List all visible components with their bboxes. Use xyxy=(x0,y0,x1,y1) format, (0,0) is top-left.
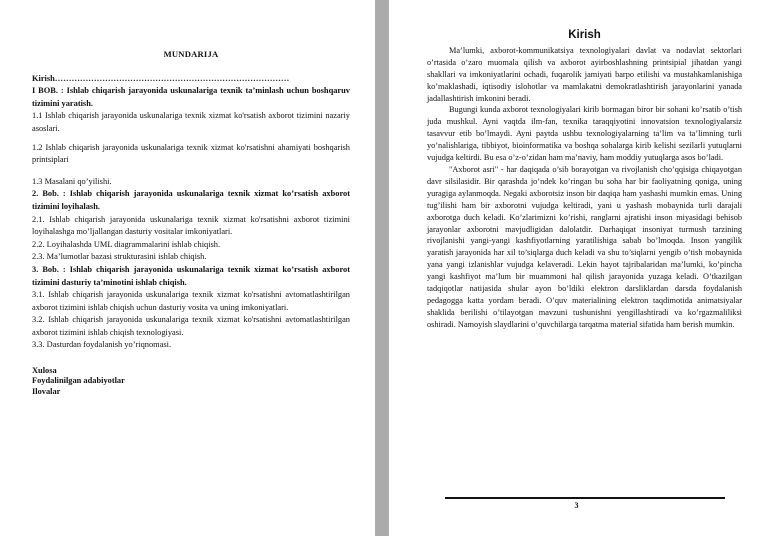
toc-entry: Kirish………………………………………………………………………… xyxy=(32,73,290,83)
section-title: Kirish xyxy=(568,29,601,41)
toc-entry: 2.2. Loyihalashda UML diagrammalarini ishlab chiqish. xyxy=(32,239,221,249)
left-page xyxy=(0,0,375,536)
toc-entry: I BOB. : Ishlab chiqarish jarayonida uskunalariga texnik ta’minlash uchun boshqaruv tizimini yaratish. xyxy=(32,86,350,108)
paragraph: Bugungi kunda axborot texnologiyalari kirib bormagan biror bir sohani ko’rsatib o’tish juda mushkul. Ayni vaqtda ilm-fan, texnika taraqqiyotini innovatsion texnologiyalarsiz tasavvur etib bo’lmaydi. Ayni paytda ushbu texnologiyalarning ta’lim va ta’limning turli yo’nalishlariga, tibbiyot, bioinformatika va boshqa sohalarga kirib kelishi sezilarli yutuqlarni vujudga keltirdi. Bu esa o’z-o’zidan ham ma’naviy, ham moddiy yutuqlarga asos bo’ladi. xyxy=(427,105,742,163)
toc-entry: 2. Bob. : Ishlab chiqarish jarayonida uskunalariga texnik xizmat ko’rsatish axborot tizimini loyihalash. xyxy=(32,189,350,211)
toc-end-item: Ilovalar xyxy=(32,386,61,396)
paragraph: Ma’lumki, axborot-kommunikatsiya texnologiyalari davlat va nodavlat sektorlari o’rtasida o’zaro muomala qilish va axborot ayirboshlashning printsipial jihatdan yangi shakllari va imkoniyatlarini ochadi, fuqarolik jamiyati barpo etilishi va mustahkamlanishiga ko’maklashadi, iqtisodiy islohotlar va mamlakatni demokratlashtirish jarayonlarini yanada jadallashtirish imkonini beradi. xyxy=(427,45,742,103)
toc-entry: 1.3 Masalani qo’yilishi. xyxy=(32,176,112,186)
toc-end-item: Foydalinilgan adabiyotlar xyxy=(32,376,125,386)
page-number: 3 xyxy=(574,501,579,510)
table-of-contents xyxy=(32,48,350,397)
toc-entry: 1.2 Ishlab chiqarish jarayonida uskunalariga texnik xizmat ko'rsatishni ahamiyati boshqarish printsiplari xyxy=(32,142,350,165)
toc-entry: 3.2. Ishlab chiqarish jarayonida uskunalariga texnik xizmat ko'rsatishni avtomatlashtirilgan axborot tizimini ishlab chiqish texnologiyasi. xyxy=(32,315,350,337)
paragraph: "Axborot asri" - har daqiqada o’sib borayotgan va rivojlanish cho’qqisiga chiqayotgan davr silsilasidir. Bir qarashda jo’ndek ko’ringan bu soha har bir faoliyatning qoniga, uning yuragiga aylanmoqda. Negaki axborotsiz inson bir daqiqa ham yashashi mumkin emas. Uning tug’ilishi ham bir axborotni vujudga keltiradi, yani u yashash mobaynida turli darajali axborotga duch keladi. Ko’zlarimizni ko’rishi, ranglarni ajratishi inson miyasidagi behisob jarayonlar axborotni mavjudligidan dalolatdir. Darhaqiqat insoniyat turmush tarzining rivojlanishi yangi-yangi kashfiyotlarning yaratilishiga sabab bo’lmoqda. Inson yangilik yaratish jarayonida har xil to’siqlarga duch keladi va shu to’siqlarni yengib o’tish mobaynida yana yangi izlanishlar vujudga kelaveradi. Lekin hayot tajribalaridan ma’lumki, ko’pincha yangi kashfiyot ma’lum bir muammoni hal qilish jarayonida yuzaga keladi. O’tkazilgan tadqiqotlar natijasida shular ayon bo’ldiki elektron darsliklardan darsda foydalanish pedagogga katta yordam beradi. O’quv materialining elektron taqdimotida animatsiyalar shaklida berilishi o’tilayotgan mavzuni tushunishni yengillashtiradi va ko’rgazmaliliksi oshiradi. Namoyish slaydlarini o’quvchilarga tarqatma material sifatida ham berish mumkin. xyxy=(427,164,742,329)
toc-end-items xyxy=(32,366,350,397)
toc-entry: 2.1. Ishlab chiqarish jarayonida uskunalariga texnik xizmat ko'rsatishni axborot tizimini loyihalashga mo’ljallangan dasturiy vositalar imkoniyatlari. xyxy=(32,214,350,237)
toc-entry: 2.3. Ma’lumotlar bazasi strukturasini ishlab chiqish. xyxy=(32,252,207,262)
right-page xyxy=(389,0,764,536)
toc-title: MUNDARIJA xyxy=(163,49,219,59)
toc-entry: 3.1. Ishlab chiqarish jarayonida uskunalariga texnik xizmat ko'rsatishni avtomatlashtirilgan axborot tizimini ishlab chiqish uchun dasturiy vosita va uning imkoniyatlari. xyxy=(32,290,350,312)
introduction-section xyxy=(427,30,742,331)
footer-divider xyxy=(445,497,725,499)
toc-list xyxy=(32,73,350,352)
toc-entry: 3. Bob. : Ishlab chiqarish jarayonida uskunalariga texnik xizmat ko’rsatish axborot tizimini dasturiy ta’minotini ishlab chiqish. xyxy=(32,264,350,287)
toc-entry: 1.1 Ishlab chiqarish jarayonida uskunalariga texnik xizmat ko'rsatish axborot tizimini nazariy asoslari. xyxy=(32,111,350,133)
toc-end-item: Xulosa xyxy=(32,366,57,376)
toc-entry: 3.3. Dasturdan foydalanish yo’riqnomasi. xyxy=(32,340,172,350)
